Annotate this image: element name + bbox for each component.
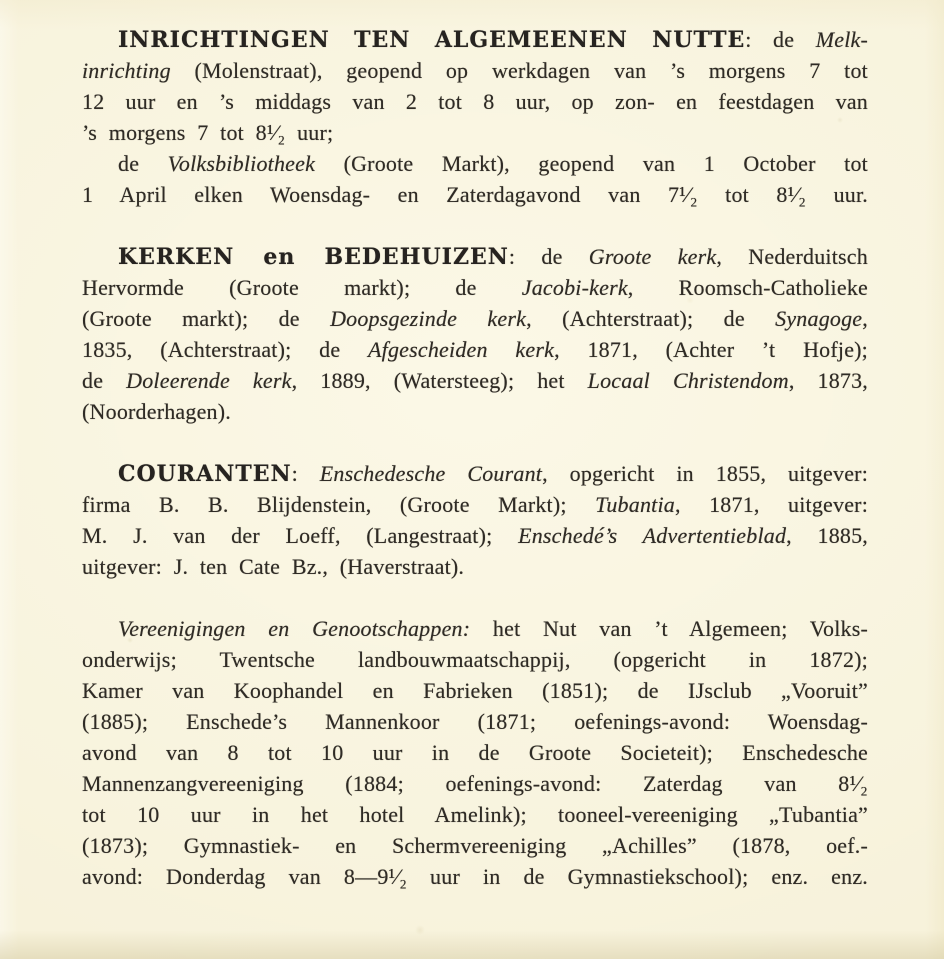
document-text (82, 24, 868, 892)
paragraph (82, 24, 868, 148)
text-segment: : de (745, 27, 816, 52)
section-kerken-en-bedehuizen (82, 241, 868, 427)
text-line (82, 861, 868, 892)
text-segment: het Nut van ’t Algemeen; Volks- (470, 616, 869, 641)
text-segment: Enschedesche Courant (319, 461, 543, 486)
text-segment: , 1873, (788, 368, 868, 393)
text-segment: (Molenstraat), geopend op werkdagen van ’s morgens 7 tot (170, 58, 868, 83)
text-segment: inrichting (82, 58, 171, 83)
text-segment: Doopsgezinde kerk (330, 306, 527, 331)
text-segment: onderwijs; Twentsche landbouwmaatschappij, (opgericht in 1872); (82, 647, 868, 672)
text-line (82, 365, 868, 396)
text-segment: Locaal Christendom (587, 368, 789, 393)
paragraph (82, 241, 868, 427)
text-segment: , (Achterstraat); de (526, 306, 776, 331)
text-segment: Volksbibliotheek (167, 151, 316, 176)
text-segment: Vereenigingen en Genootschappen: (118, 616, 471, 641)
text-line (82, 272, 868, 303)
text-segment: de (82, 368, 127, 393)
text-line (82, 613, 868, 644)
text-line (82, 706, 868, 737)
text-segment: , 1889, (Watersteeg); het (291, 368, 588, 393)
text-segment: tot 10 uur in het hotel Amelink); tooneel-vereeniging „Tubantia” (82, 802, 868, 827)
text-line (82, 768, 868, 799)
text-segment: Jacobi-kerk (521, 275, 628, 300)
text-line (82, 799, 868, 830)
section-vereenigingen-en-genootschappen (82, 613, 868, 892)
text-segment: firma B. B. Blijdenstein, (Groote Markt); (82, 492, 596, 517)
section-heading-text: KERKEN en BEDEHUIZEN (118, 244, 509, 270)
text-line (82, 551, 868, 582)
paragraph (82, 458, 868, 582)
text-segment: , Roomsch-Catholieke (627, 275, 868, 300)
text-segment: Afgescheiden kerk (368, 337, 555, 362)
section-couranten (82, 458, 868, 582)
text-segment: , 1871, (Achter ’t Hofje); (554, 337, 868, 362)
text-segment: 1835, (Achterstraat); de (82, 337, 369, 362)
text-segment: ’s morgens 7 tot 8¹⁄₂ uur; (82, 120, 334, 145)
text-segment: Melk- (815, 27, 868, 52)
text-line (82, 24, 868, 55)
text-line (82, 55, 868, 86)
text-segment: (Groote markt); de (82, 306, 331, 331)
paragraph (82, 613, 868, 892)
paragraph (82, 148, 868, 210)
text-line (82, 179, 868, 210)
text-line (82, 148, 868, 179)
text-line (82, 489, 868, 520)
text-segment: (Noorderhagen). (82, 399, 231, 424)
text-segment: : (291, 461, 320, 486)
text-segment: avond van 8 tot 10 uur in de Groote Societeit); Enschedesche (82, 740, 868, 765)
text-segment: de (118, 151, 168, 176)
text-line (82, 737, 868, 768)
section-heading-text: INRICHTINGEN TEN ALGEMEENEN NUTTE (118, 27, 746, 53)
text-segment: M. J. van der Loeff, (Langestraat); (82, 523, 519, 548)
text-line (82, 644, 868, 675)
text-segment: : de (508, 244, 589, 269)
text-segment: Hervormde (Groote markt); de (82, 275, 522, 300)
text-line (82, 334, 868, 365)
text-line (82, 830, 868, 861)
text-segment: , 1885, (786, 523, 868, 548)
text-line (82, 520, 868, 551)
text-segment: , 1871, uitgever: (674, 492, 869, 517)
section-heading-text: COURANTEN (118, 461, 292, 487)
text-line (82, 396, 868, 427)
text-segment: , Nederduitsch (716, 244, 868, 269)
text-segment: Enschedé’s Advertentieblad (518, 523, 787, 548)
text-segment: Mannenzangvereeniging (1884; oefenings-avond: Zaterdag van 8¹⁄₂ (82, 771, 868, 796)
text-segment: (1873); Gymnastiek- en Schermvereeniging „Achilles” (1878, oef.- (82, 833, 868, 858)
text-segment: Tubantia (595, 492, 675, 517)
text-segment: , (862, 306, 868, 331)
text-line (82, 303, 868, 334)
text-segment: 12 uur en ’s middags van 2 tot 8 uur, op zon- en feestdagen van (82, 89, 868, 114)
text-segment: Doleerende kerk (126, 368, 292, 393)
section-inrichtingen-ten-algemeenen-nutte (82, 24, 868, 210)
text-line (82, 241, 868, 272)
text-segment: uitgever: J. ten Cate Bz., (Haverstraat). (82, 554, 465, 579)
text-line (82, 458, 868, 489)
text-segment: , opgericht in 1855, uitgever: (542, 461, 869, 486)
text-segment: Groote kerk (588, 244, 717, 269)
text-segment: (1885); Enschede’s Mannenkoor (1871; oefenings-avond: Woensdag- (82, 709, 868, 734)
text-segment: Kamer van Koophandel en Fabrieken (1851); de IJsclub „Vooruit” (82, 678, 868, 703)
text-line (82, 117, 868, 148)
text-segment: Synagoge (775, 306, 863, 331)
text-line (82, 675, 868, 706)
text-segment: (Groote Markt), geopend van 1 October tot (315, 151, 868, 176)
text-segment: 1 April elken Woensdag- en Zaterdagavond van 7¹⁄₂ tot 8¹⁄₂ uur. (82, 182, 868, 207)
text-line (82, 86, 868, 117)
text-segment: avond: Donderdag van 8—9¹⁄₂ uur in de Gymnastiekschool); enz. enz. (82, 864, 868, 889)
